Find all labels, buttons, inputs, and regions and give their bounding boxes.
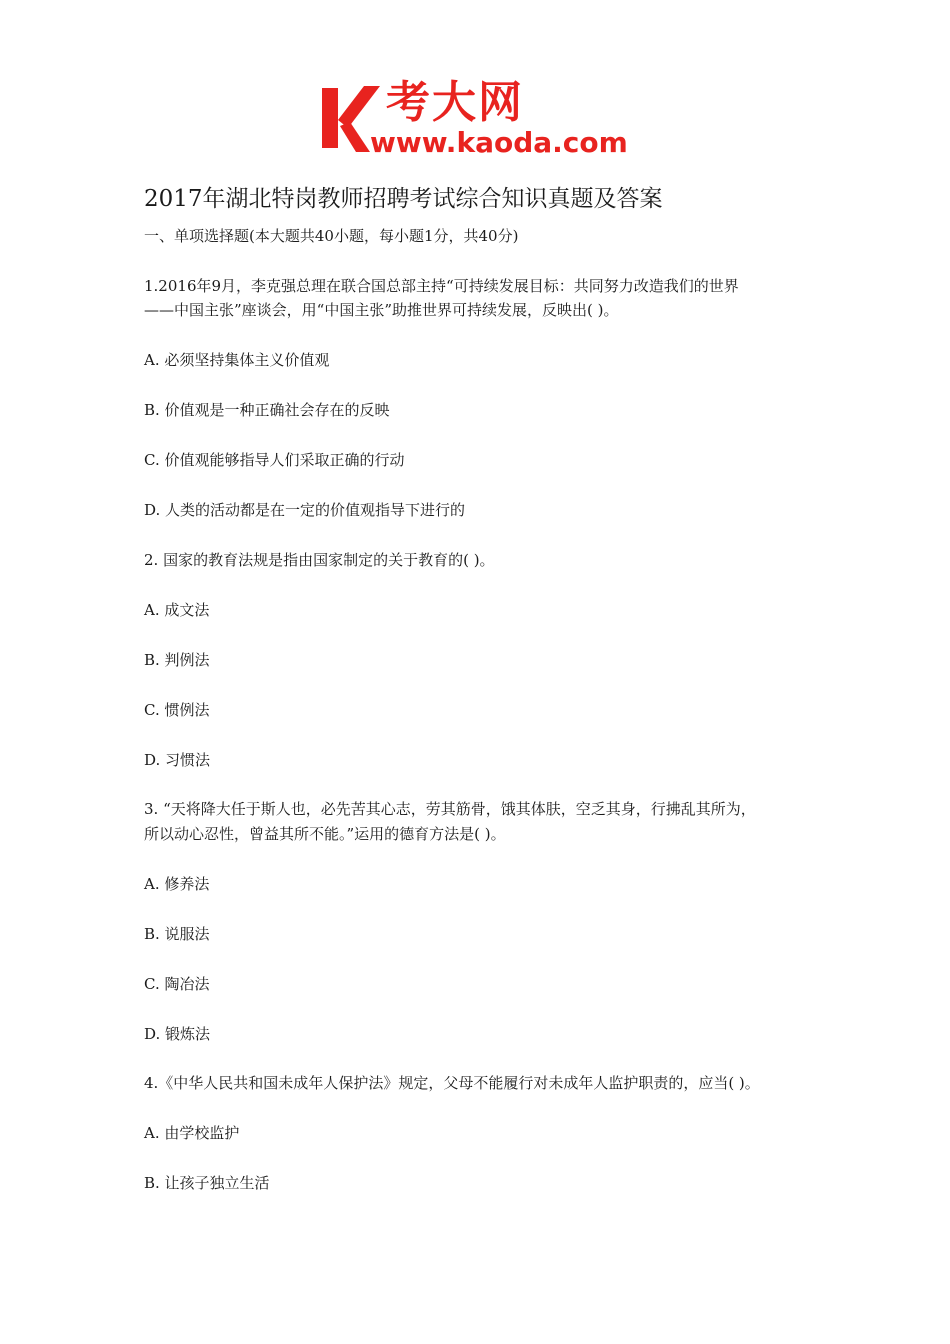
- question-3-option-a: A. 修养法: [144, 875, 210, 893]
- question-2-line-1: 2. 国家的教育法规是指由国家制定的关于教育的( )。: [144, 551, 495, 569]
- question-3-option-d: D. 锻炼法: [144, 1025, 211, 1043]
- question-2-option-d: D. 习惯法: [144, 751, 211, 769]
- question-4-option-b: B. 让孩子独立生活: [144, 1174, 270, 1192]
- question-1-line-1: 1.2016年9月，李克强总理在联合国总部主持“可持续发展目标：共同努力改造我们的世界: [144, 277, 739, 295]
- logo-url-text: www.kaoda.com: [370, 126, 628, 159]
- kaoda-logo: [318, 78, 648, 162]
- section-heading: 一、单项选择题(本大题共40小题，每小题1分，共40分): [144, 227, 519, 245]
- question-1-option-b: B. 价值观是一种正确社会存在的反映: [144, 401, 390, 419]
- question-3-line-2: 所以动心忍性，曾益其所不能。”运用的德育方法是( )。: [144, 825, 506, 843]
- question-1-line-2: ——中国主张”座谈会，用“中国主张”助推世界可持续发展，反映出( )。: [144, 301, 619, 319]
- question-2-option-c: C. 惯例法: [144, 701, 210, 719]
- logo-brand-text: 考大网: [386, 77, 524, 128]
- question-2-option-b: B. 判例法: [144, 651, 210, 669]
- question-3-option-c: C. 陶冶法: [144, 975, 210, 993]
- question-4-option-a: A. 由学校监护: [144, 1124, 240, 1142]
- question-1-option-d: D. 人类的活动都是在一定的价值观指导下进行的: [144, 501, 466, 519]
- question-3-line-1: 3. “天将降大任于斯人也，必先苦其心志，劳其筋骨，饿其体肤，空乏其身，行拂乱其所为，: [144, 800, 756, 818]
- question-3-option-b: B. 说服法: [144, 925, 210, 943]
- question-1-option-a: A. 必须坚持集体主义价值观: [144, 351, 330, 369]
- question-2-option-a: A. 成文法: [144, 601, 210, 619]
- document-title: 2017年湖北特岗教师招聘考试综合知识真题及答案: [144, 186, 663, 212]
- question-4-line-1: 4.《中华人民共和国未成年人保护法》规定，父母不能履行对未成年人监护职责的，应当( )。: [144, 1074, 760, 1092]
- question-1-option-c: C. 价值观能够指导人们采取正确的行动: [144, 451, 405, 469]
